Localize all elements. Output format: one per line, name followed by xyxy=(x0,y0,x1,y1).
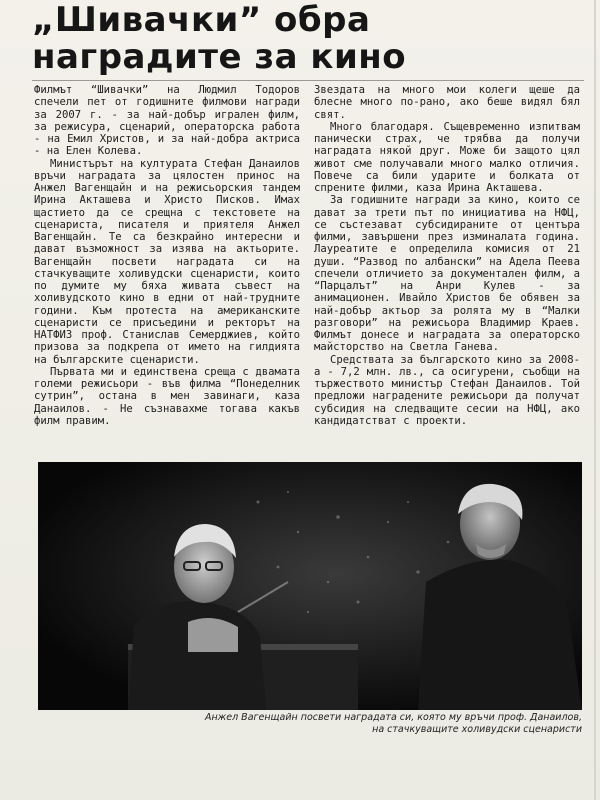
photo-illustration xyxy=(38,462,582,710)
paragraph: Средствата за българското кино за 2008-а - 7,2 млн. лв., са осигурени, съобщи на тържеството министър Стефан Данаилов. Той предложи наградените режисьори да получат субсидия на следващите сесии на НФЦ, ако кандидатстват с проекти. xyxy=(314,353,580,427)
caption-line-2: на стачкуващите холивудски сценаристи xyxy=(372,724,582,735)
caption-line-1: Анжел Вагенщайн посвети наградата си, която му връчи проф. Данаилов, xyxy=(204,712,582,723)
headline-divider xyxy=(32,80,584,81)
award-ceremony-photo xyxy=(38,462,582,710)
page-edge xyxy=(594,0,596,800)
paragraph: Първата ми и единствена среща с двамата големи режисьори - във филма “Понеделник сутрин”, остана в мен завинаги, каза Данаилов. - Не съзнавахме тогава какъв филм правим. xyxy=(34,365,300,427)
paragraph: За годишните награди за кино, които се дават за трети път по инициатива на НФЦ, се състезават субсидираните от центъра филми, завършени през изминалата година. Лауреатите е определила комисия от 21 души. “Развод по албански” на Адела Пеева спечели отличието за документален филм, а “Парцалът” на Анри Кулев - за анимационен. Ивайло Христов бе обявен за най-добър актьор за ролята му в “Малки разговори” на режисьора Владимир Краев. Филмът донесе и наградата за операторско майсторство на Светла Ганева. xyxy=(314,194,580,354)
paragraph: Филмът “Шивачки” на Людмил Тодоров спечели пет от годишните филмови награди за 2007 г. - за най-добър игрален филм, за режисура, сценарий, операторска работа - на Емил Христов, и за най-добра актриса - на Елен Колева. xyxy=(34,84,300,158)
article-headline xyxy=(32,2,592,76)
paragraph: Звездата на много мои колеги щеше да блесне много по-рано, ако беше видял бял свят. xyxy=(314,84,580,121)
paragraph: Министърът на културата Стефан Данаилов връчи наградата за цялостен принос на Анжел Вагенщайн и на режисьорския тандем Ирина Акташева и Христо Писков. Имах щастието да се срещна с текстовете на сценариста, писателя и приятеля Анжел Вагенщайн. Те са безкрайно интересни и дават възможност за изява на актьорите. Вагенщайн посвети наградата си на стачкуващите холивудски сценаристи, които по думите му бяха живата съвест на холивудското кино в едни от най-трудните години. Към протеста на американските сценаристи се присъедини и ректорът на НАТФИЗ проф. Станислав Семерджиев, който призова за подкрепа от името на гилдията на българските сценаристи. xyxy=(34,157,300,366)
headline-line-1: „Шивачки” обра xyxy=(32,0,371,40)
paragraph: Много благодаря. Същевременно изпитвам панически страх, че трябва да получи наградата някой друг. Може би защото цял живот сме получавали много малко отличия. Повече са били ударите и болката от спрените филми, каза Ирина Акташева. xyxy=(314,120,580,194)
article-column-left xyxy=(34,84,300,427)
article-column-right xyxy=(314,84,580,427)
headline-line-2: наградите за кино xyxy=(32,37,407,77)
photo-caption xyxy=(38,712,582,736)
